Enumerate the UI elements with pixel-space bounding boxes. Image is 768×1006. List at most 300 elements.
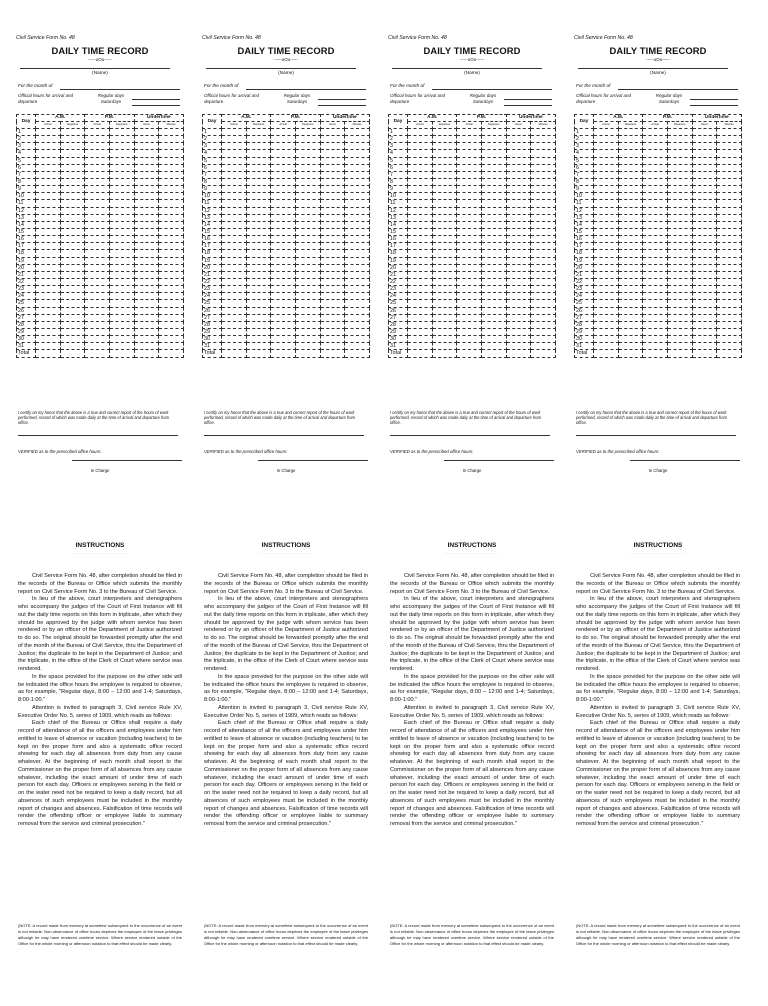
time-cell[interactable] [246,300,271,307]
time-cell[interactable] [531,171,556,178]
time-cell[interactable] [134,243,159,250]
time-cell[interactable] [109,314,134,321]
time-cell[interactable] [36,221,61,228]
time-cell[interactable] [271,336,296,343]
time-cell[interactable] [457,307,482,314]
time-cell[interactable] [692,186,717,193]
time-cell[interactable] [134,129,159,136]
time-cell[interactable] [531,193,556,200]
time-cell[interactable] [692,307,717,314]
time-cell[interactable] [134,293,159,300]
time-cell[interactable] [246,343,271,350]
time-cell[interactable] [531,136,556,143]
time-cell[interactable] [109,157,134,164]
time-cell[interactable] [457,157,482,164]
time-cell[interactable] [60,300,85,307]
time-cell[interactable] [618,221,643,228]
time-cell[interactable] [408,321,433,328]
time-cell[interactable] [531,293,556,300]
time-cell[interactable] [36,136,61,143]
time-cell[interactable] [594,321,619,328]
time-cell[interactable] [692,314,717,321]
time-cell[interactable] [159,129,184,136]
time-cell[interactable] [667,178,692,185]
time-cell[interactable] [643,171,668,178]
time-cell[interactable] [109,300,134,307]
time-cell[interactable] [432,143,457,150]
time-cell[interactable] [643,286,668,293]
time-cell[interactable] [618,286,643,293]
time-cell[interactable] [717,300,742,307]
time-cell[interactable] [246,186,271,193]
time-cell[interactable] [36,236,61,243]
time-cell[interactable] [345,186,370,193]
time-cell[interactable] [481,264,506,271]
time-cell[interactable] [432,314,457,321]
time-cell[interactable] [667,328,692,335]
time-cell[interactable] [643,129,668,136]
time-cell[interactable] [295,228,320,235]
time-cell[interactable] [320,257,345,264]
time-cell[interactable] [134,207,159,214]
time-cell[interactable] [109,264,134,271]
time-cell[interactable] [408,286,433,293]
time-cell[interactable] [594,143,619,150]
time-cell[interactable] [506,278,531,285]
time-cell[interactable] [246,164,271,171]
time-cell[interactable] [432,278,457,285]
time-cell[interactable] [531,200,556,207]
time-cell[interactable] [109,178,134,185]
time-cell[interactable] [36,300,61,307]
time-cell[interactable] [159,343,184,350]
time-cell[interactable] [457,264,482,271]
time-cell[interactable] [60,200,85,207]
time-cell[interactable] [271,350,296,357]
time-cell[interactable] [506,164,531,171]
time-cell[interactable] [271,271,296,278]
time-cell[interactable] [159,243,184,250]
time-cell[interactable] [85,236,110,243]
time-cell[interactable] [159,314,184,321]
time-cell[interactable] [594,307,619,314]
time-cell[interactable] [717,129,742,136]
time-cell[interactable] [246,221,271,228]
time-cell[interactable] [109,221,134,228]
time-cell[interactable] [85,207,110,214]
time-cell[interactable] [85,314,110,321]
time-cell[interactable] [60,221,85,228]
time-cell[interactable] [60,343,85,350]
time-cell[interactable] [618,350,643,357]
time-cell[interactable] [531,250,556,257]
time-cell[interactable] [60,236,85,243]
time-cell[interactable] [60,278,85,285]
time-cell[interactable] [531,271,556,278]
time-cell[interactable] [506,264,531,271]
time-cell[interactable] [246,271,271,278]
time-cell[interactable] [432,129,457,136]
time-cell[interactable] [85,328,110,335]
time-cell[interactable] [222,221,247,228]
time-cell[interactable] [345,328,370,335]
time-cell[interactable] [481,271,506,278]
time-cell[interactable] [60,243,85,250]
time-cell[interactable] [60,293,85,300]
time-cell[interactable] [594,214,619,221]
time-cell[interactable] [320,129,345,136]
time-cell[interactable] [271,178,296,185]
time-cell[interactable] [320,214,345,221]
time-cell[interactable] [594,228,619,235]
time-cell[interactable] [345,343,370,350]
time-cell[interactable] [271,321,296,328]
time-cell[interactable] [271,214,296,221]
time-cell[interactable] [222,178,247,185]
time-cell[interactable] [408,243,433,250]
time-cell[interactable] [320,250,345,257]
time-cell[interactable] [717,307,742,314]
time-cell[interactable] [134,278,159,285]
time-cell[interactable] [320,207,345,214]
time-cell[interactable] [594,157,619,164]
time-cell[interactable] [432,171,457,178]
time-cell[interactable] [109,164,134,171]
time-cell[interactable] [345,257,370,264]
time-cell[interactable] [408,200,433,207]
time-cell[interactable] [506,186,531,193]
time-cell[interactable] [618,129,643,136]
time-cell[interactable] [594,236,619,243]
time-cell[interactable] [667,314,692,321]
time-cell[interactable] [481,164,506,171]
time-cell[interactable] [717,350,742,357]
time-cell[interactable] [159,157,184,164]
time-cell[interactable] [271,200,296,207]
time-cell[interactable] [531,243,556,250]
time-cell[interactable] [320,171,345,178]
time-cell[interactable] [667,257,692,264]
time-cell[interactable] [432,286,457,293]
time-cell[interactable] [408,293,433,300]
time-cell[interactable] [408,129,433,136]
time-cell[interactable] [295,336,320,343]
time-cell[interactable] [85,264,110,271]
time-cell[interactable] [222,136,247,143]
time-cell[interactable] [457,243,482,250]
time-cell[interactable] [457,336,482,343]
time-cell[interactable] [481,157,506,164]
time-cell[interactable] [457,186,482,193]
time-cell[interactable] [134,171,159,178]
time-cell[interactable] [717,214,742,221]
time-cell[interactable] [408,300,433,307]
time-cell[interactable] [85,250,110,257]
time-cell[interactable] [643,157,668,164]
time-cell[interactable] [159,271,184,278]
time-cell[interactable] [320,193,345,200]
time-cell[interactable] [134,307,159,314]
time-cell[interactable] [506,293,531,300]
time-cell[interactable] [643,321,668,328]
time-cell[interactable] [159,221,184,228]
time-cell[interactable] [134,150,159,157]
time-cell[interactable] [481,207,506,214]
time-cell[interactable] [109,307,134,314]
time-cell[interactable] [506,336,531,343]
time-cell[interactable] [618,214,643,221]
time-cell[interactable] [159,336,184,343]
time-cell[interactable] [432,243,457,250]
time-cell[interactable] [457,221,482,228]
time-cell[interactable] [643,178,668,185]
time-cell[interactable] [85,257,110,264]
time-cell[interactable] [134,321,159,328]
time-cell[interactable] [667,171,692,178]
time-cell[interactable] [345,164,370,171]
time-cell[interactable] [432,307,457,314]
time-cell[interactable] [295,186,320,193]
time-cell[interactable] [481,286,506,293]
time-cell[interactable] [109,143,134,150]
time-cell[interactable] [271,343,296,350]
time-cell[interactable] [271,307,296,314]
time-cell[interactable] [246,207,271,214]
time-cell[interactable] [432,350,457,357]
time-cell[interactable] [222,314,247,321]
time-cell[interactable] [457,286,482,293]
time-cell[interactable] [506,343,531,350]
time-cell[interactable] [643,143,668,150]
time-cell[interactable] [408,164,433,171]
time-cell[interactable] [134,300,159,307]
time-cell[interactable] [85,221,110,228]
time-cell[interactable] [159,328,184,335]
time-cell[interactable] [246,171,271,178]
time-cell[interactable] [60,264,85,271]
time-cell[interactable] [531,221,556,228]
time-cell[interactable] [345,171,370,178]
time-cell[interactable] [109,257,134,264]
time-cell[interactable] [109,171,134,178]
time-cell[interactable] [481,136,506,143]
time-cell[interactable] [531,236,556,243]
time-cell[interactable] [692,321,717,328]
time-cell[interactable] [159,186,184,193]
time-cell[interactable] [531,178,556,185]
time-cell[interactable] [408,143,433,150]
time-cell[interactable] [222,264,247,271]
time-cell[interactable] [345,278,370,285]
time-cell[interactable] [692,293,717,300]
time-cell[interactable] [432,136,457,143]
time-cell[interactable] [717,178,742,185]
time-cell[interactable] [667,150,692,157]
time-cell[interactable] [271,143,296,150]
time-cell[interactable] [481,221,506,228]
time-cell[interactable] [271,171,296,178]
time-cell[interactable] [408,157,433,164]
time-cell[interactable] [667,207,692,214]
time-cell[interactable] [667,186,692,193]
time-cell[interactable] [36,250,61,257]
time-cell[interactable] [159,164,184,171]
time-cell[interactable] [692,193,717,200]
time-cell[interactable] [643,271,668,278]
time-cell[interactable] [667,243,692,250]
time-cell[interactable] [222,236,247,243]
time-cell[interactable] [295,278,320,285]
time-cell[interactable] [36,129,61,136]
time-cell[interactable] [408,178,433,185]
time-cell[interactable] [692,257,717,264]
time-cell[interactable] [345,243,370,250]
time-cell[interactable] [345,336,370,343]
time-cell[interactable] [643,278,668,285]
time-cell[interactable] [531,264,556,271]
time-cell[interactable] [295,250,320,257]
time-cell[interactable] [320,343,345,350]
time-cell[interactable] [320,336,345,343]
time-cell[interactable] [295,243,320,250]
time-cell[interactable] [85,350,110,357]
time-cell[interactable] [457,236,482,243]
time-cell[interactable] [246,228,271,235]
time-cell[interactable] [457,343,482,350]
time-cell[interactable] [618,228,643,235]
time-cell[interactable] [36,157,61,164]
time-cell[interactable] [432,321,457,328]
time-cell[interactable] [506,271,531,278]
time-cell[interactable] [36,286,61,293]
time-cell[interactable] [159,150,184,157]
time-cell[interactable] [320,186,345,193]
time-cell[interactable] [36,171,61,178]
time-cell[interactable] [134,157,159,164]
time-cell[interactable] [271,228,296,235]
time-cell[interactable] [692,129,717,136]
time-cell[interactable] [692,171,717,178]
time-cell[interactable] [432,186,457,193]
time-cell[interactable] [618,178,643,185]
time-cell[interactable] [134,214,159,221]
time-cell[interactable] [667,136,692,143]
time-cell[interactable] [531,214,556,221]
time-cell[interactable] [320,243,345,250]
time-cell[interactable] [159,300,184,307]
time-cell[interactable] [506,207,531,214]
time-cell[interactable] [295,164,320,171]
time-cell[interactable] [222,214,247,221]
time-cell[interactable] [506,193,531,200]
time-cell[interactable] [717,293,742,300]
time-cell[interactable] [36,178,61,185]
time-cell[interactable] [457,129,482,136]
time-cell[interactable] [295,193,320,200]
time-cell[interactable] [295,129,320,136]
time-cell[interactable] [134,250,159,257]
time-cell[interactable] [134,257,159,264]
time-cell[interactable] [246,250,271,257]
time-cell[interactable] [109,336,134,343]
time-cell[interactable] [159,228,184,235]
time-cell[interactable] [159,143,184,150]
time-cell[interactable] [134,286,159,293]
time-cell[interactable] [692,278,717,285]
time-cell[interactable] [667,264,692,271]
time-cell[interactable] [618,257,643,264]
time-cell[interactable] [271,164,296,171]
time-cell[interactable] [618,321,643,328]
time-cell[interactable] [271,264,296,271]
time-cell[interactable] [295,200,320,207]
time-cell[interactable] [85,243,110,250]
time-cell[interactable] [594,243,619,250]
time-cell[interactable] [345,307,370,314]
time-cell[interactable] [246,328,271,335]
time-cell[interactable] [717,250,742,257]
time-cell[interactable] [531,129,556,136]
time-cell[interactable] [432,236,457,243]
time-cell[interactable] [295,264,320,271]
time-cell[interactable] [320,236,345,243]
time-cell[interactable] [618,343,643,350]
time-cell[interactable] [531,328,556,335]
time-cell[interactable] [36,193,61,200]
time-cell[interactable] [618,164,643,171]
time-cell[interactable] [643,193,668,200]
time-cell[interactable] [481,129,506,136]
time-cell[interactable] [246,214,271,221]
time-cell[interactable] [643,343,668,350]
time-cell[interactable] [345,271,370,278]
time-cell[interactable] [134,264,159,271]
time-cell[interactable] [60,136,85,143]
time-cell[interactable] [481,200,506,207]
time-cell[interactable] [432,328,457,335]
time-cell[interactable] [408,257,433,264]
time-cell[interactable] [60,186,85,193]
time-cell[interactable] [246,178,271,185]
time-cell[interactable] [85,164,110,171]
time-cell[interactable] [531,343,556,350]
time-cell[interactable] [222,328,247,335]
time-cell[interactable] [60,178,85,185]
time-cell[interactable] [481,178,506,185]
time-cell[interactable] [159,286,184,293]
time-cell[interactable] [271,236,296,243]
time-cell[interactable] [481,186,506,193]
time-cell[interactable] [295,300,320,307]
time-cell[interactable] [295,221,320,228]
time-cell[interactable] [345,193,370,200]
time-cell[interactable] [222,250,247,257]
time-cell[interactable] [159,193,184,200]
time-cell[interactable] [618,186,643,193]
time-cell[interactable] [432,221,457,228]
time-cell[interactable] [692,300,717,307]
time-cell[interactable] [246,200,271,207]
time-cell[interactable] [667,307,692,314]
time-cell[interactable] [481,321,506,328]
time-cell[interactable] [594,186,619,193]
time-cell[interactable] [345,143,370,150]
time-cell[interactable] [717,193,742,200]
time-cell[interactable] [618,143,643,150]
time-cell[interactable] [159,178,184,185]
time-cell[interactable] [432,228,457,235]
time-cell[interactable] [109,236,134,243]
